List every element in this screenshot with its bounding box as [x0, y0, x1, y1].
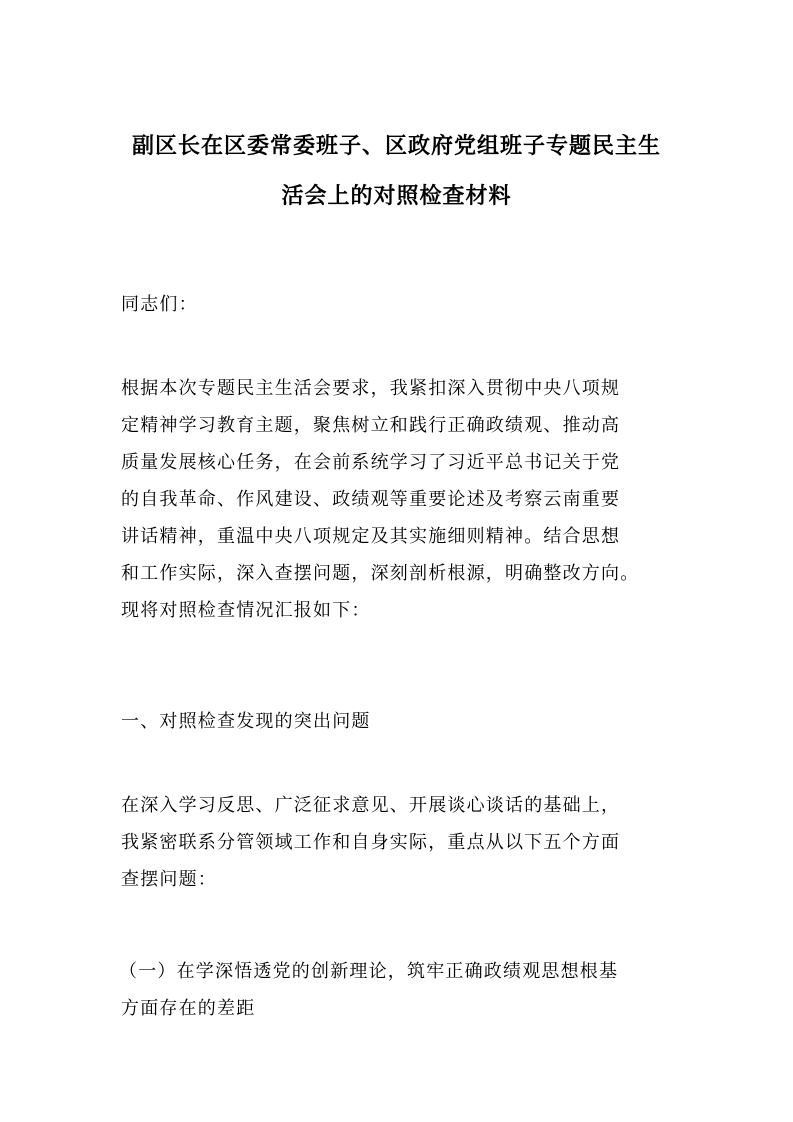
- paragraph-line: 我紧密联系分管领域工作和自身实际，重点从以下五个方面: [121, 832, 621, 853]
- section-heading: 一、对照检查发现的突出问题: [121, 711, 371, 732]
- paragraph-line: 的自我革命、作风建设、政绩观等重要论述及考察云南重要: [121, 489, 621, 510]
- subsection-heading-line: （一）在学深悟透党的创新理论，筑牢正确政绩观思想根基: [119, 961, 619, 982]
- paragraph-line: 定精神学习教育主题，聚焦树立和践行正确政绩观、推动高: [121, 415, 621, 436]
- document-title-line-1: 副区长在区委常委班子、区政府党组班子专题民主生: [131, 133, 661, 159]
- paragraph-line: 质量发展核心任务，在会前系统学习了习近平总书记关于党: [121, 452, 621, 473]
- paragraph-line: 查摆问题：: [121, 869, 217, 890]
- paragraph-line: 根据本次专题民主生活会要求，我紧扣深入贯彻中央八项规: [121, 378, 621, 399]
- paragraph-line: 讲话精神，重温中央八项规定及其实施细则精神。结合思想: [121, 526, 621, 547]
- salutation: 同志们：: [121, 294, 198, 315]
- subsection-heading-line: 方面存在的差距: [121, 998, 256, 1019]
- paragraph-line: 在深入学习反思、广泛征求意见、开展谈心谈话的基础上，: [121, 795, 621, 816]
- document-title-line-2: 活会上的对照检查材料: [281, 183, 512, 209]
- paragraph-line: 现将对照检查情况汇报如下：: [121, 600, 371, 621]
- paragraph-line: 和工作实际，深入查摆问题，深刻剖析根源，明确整改方向。: [121, 563, 640, 584]
